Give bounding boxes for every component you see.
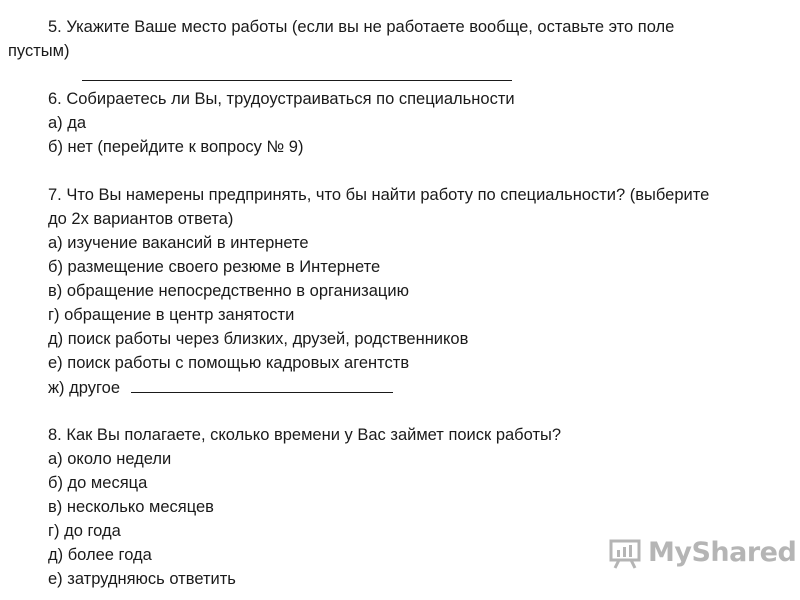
- question-8-option-e[interactable]: д) более года: [48, 546, 152, 564]
- question-7-option-g-label: ж) другое: [48, 379, 120, 397]
- question-7-option-f[interactable]: е) поиск работы с помощью кадровых агентств: [48, 354, 410, 372]
- question-5-text: 5. Укажите Ваше место работы (если вы не работаете вообще, оставьте это поле: [48, 18, 675, 36]
- question-7-option-a[interactable]: а) изучение вакансий в интернете: [48, 234, 309, 252]
- question-7-text-cont: до 2х вариантов ответа): [48, 210, 234, 228]
- question-8-option-b[interactable]: б) до месяца: [48, 474, 148, 492]
- question-5-answer-blank[interactable]: [82, 64, 512, 89]
- question-7-option-c[interactable]: в) обращение непосредственно в организацию: [48, 282, 409, 300]
- question-6-option-a[interactable]: а) да: [48, 114, 87, 132]
- question-5-text-cont: пустым): [8, 42, 70, 60]
- question-8-option-a[interactable]: а) около недели: [48, 450, 172, 468]
- question-8-option-f[interactable]: е) затрудняюсь ответить: [48, 570, 236, 588]
- question-7-other-blank[interactable]: [131, 376, 393, 393]
- question-7-option-d[interactable]: г) обращение в центр занятости: [48, 306, 295, 324]
- question-8-option-c[interactable]: в) несколько месяцев: [48, 498, 214, 516]
- watermark-text: MyShared: [648, 537, 797, 569]
- question-8-option-d[interactable]: г) до года: [48, 522, 121, 540]
- question-6-option-b[interactable]: б) нет (перейдите к вопросу № 9): [48, 138, 304, 156]
- myshared-watermark: [608, 535, 796, 571]
- question-7-text: 7. Что Вы намерены предпринять, что бы найти работу по специальности? (выберите: [48, 186, 710, 204]
- question-7-option-g[interactable]: [48, 376, 393, 401]
- question-8-text: 8. Как Вы полагаете, сколько времени у Вас займет поиск работы?: [48, 426, 562, 444]
- question-6-text: 6. Собираетесь ли Вы, трудоустраиваться по специальности: [48, 90, 515, 108]
- presentation-board-icon: [608, 536, 642, 570]
- question-7-option-b[interactable]: б) размещение своего резюме в Интернете: [48, 258, 381, 276]
- question-7-option-e[interactable]: д) поиск работы через близких, друзей, родственников: [48, 330, 469, 348]
